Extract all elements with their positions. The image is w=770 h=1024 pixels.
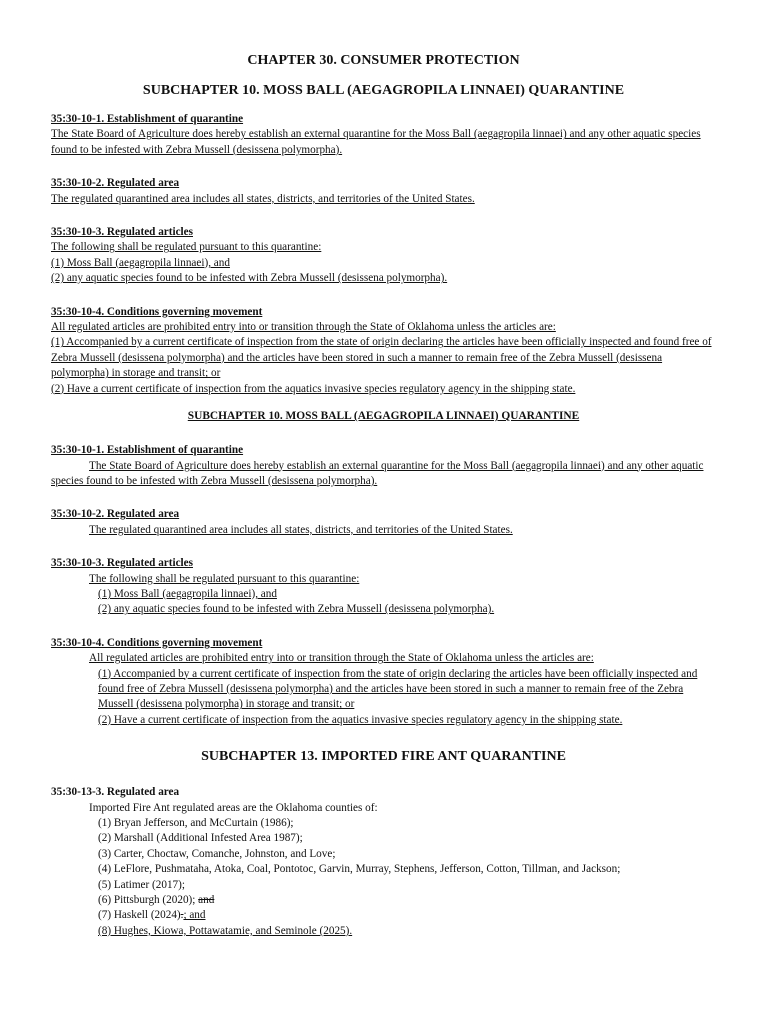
section-text: All regulated articles are prohibited entry into or transition through the State of Oklahoma unless the articles are:	[51, 321, 556, 334]
subchapter-13-title: SUBCHAPTER 13. IMPORTED FIRE ANT QUARANTINE	[201, 749, 566, 765]
section-13-3	[51, 785, 716, 939]
section-title: 35:30-10-3. Regulated articles	[51, 557, 193, 570]
section-text: All regulated articles are prohibited entry into or transition through the State of Oklahoma unless the articles are:	[89, 652, 594, 665]
section-10-2-formatted	[51, 507, 716, 538]
list-item: (5) Latimer (2017);	[98, 878, 185, 891]
chapter-title: CHAPTER 30. CONSUMER PROTECTION	[247, 53, 520, 68]
section-10-4-new	[51, 305, 716, 397]
section-title: 35:30-10-1. Establishment of quarantine	[51, 113, 244, 125]
section-title: 35:30-10-4. Conditions governing movement	[51, 636, 263, 649]
list-item: (4) LeFlore, Pushmataha, Atoka, Coal, Pontotoc, Garvin, Murray, Stephens, Jefferson, Cotton, Tillman, and Jackson;	[98, 863, 621, 876]
inserted-text: ; and	[183, 909, 206, 922]
section-title: 35:30-10-1. Establishment of quarantine	[51, 444, 244, 457]
section-10-1-new	[51, 112, 716, 158]
section-title: 35:30-10-2. Regulated area	[51, 508, 180, 521]
section-text: The regulated quarantined area includes all states, districts, and territories of the United States.	[51, 192, 475, 205]
section-text: The regulated quarantined area includes all states, districts, and territories of the United States.	[89, 523, 513, 536]
struck-text: and	[198, 894, 215, 907]
section-10-4-formatted	[51, 636, 716, 728]
section-title: 35:30-10-4. Conditions governing movement	[51, 305, 263, 318]
list-item: (2) any aquatic species found to be infested with Zebra Mussell (desissena polymorpha).	[98, 603, 495, 616]
list-item: (2) Marshall (Additional Infested Area 1987);	[98, 832, 303, 845]
section-10-3-formatted	[51, 556, 716, 618]
section-10-3-new	[51, 225, 716, 287]
section-text: The following shall be regulated pursuant to this quarantine:	[89, 572, 360, 585]
list-item	[51, 924, 716, 939]
section-text: Imported Fire Ant regulated areas are the Oklahoma counties of:	[89, 801, 378, 814]
list-item: (2) Have a current certificate of inspection from the aquatics invasive species regulatory agency in the shipping state.	[98, 713, 623, 726]
section-text: The following shall be regulated pursuant to this quarantine:	[51, 241, 322, 254]
list-item: (2) any aquatic species found to be infested with Zebra Mussell (desissena polymorpha).	[51, 272, 448, 285]
subchapter-10-title: SUBCHAPTER 10. MOSS BALL (AEGAGROPILA LINNAEI) QUARANTINE	[142, 83, 625, 98]
section-text: The State Board of Agriculture does hereby establish an external quarantine for the Moss Ball (aegagropila linnaei) and any other aquatic species found to be infested with Zebra Mussell (desissena polymorpha).	[51, 459, 704, 487]
list-item: (1) Accompanied by a current certificate of inspection from the state of origin declaring the articles have been officially inspected and found free of Zebra Mussell (desissena polymorpha) and the articles have been stored in such a manner to remain free of the Zebra Mussell (desissena polymorpha) in storage and transit; or	[98, 667, 698, 711]
list-item: (3) Carter, Choctaw, Comanche, Johnston, and Love;	[98, 847, 336, 860]
list-item: (2) Have a current certificate of inspection from the aquatics invasive species regulatory agency in the shipping state.	[51, 382, 576, 395]
struck-text: .	[180, 909, 184, 922]
section-title: 35:30-13-3. Regulated area	[51, 786, 180, 799]
inserted-text: (8) Hughes, Kiowa, Pottawatamie, and Seminole (2025).	[98, 924, 353, 937]
list-item: (1) Bryan Jefferson, and McCurtain (1986);	[98, 817, 294, 829]
section-10-2-new	[51, 176, 716, 207]
section-title: 35:30-10-2. Regulated area	[51, 177, 180, 190]
document-page	[51, 52, 716, 939]
list-item: (1) Moss Ball (aegagropila linnaei), and	[51, 256, 230, 269]
subchapter-10-title-formatted: SUBCHAPTER 10. MOSS BALL (AEGAGROPILA LINNAEI) QUARANTINE	[187, 410, 580, 423]
section-title: 35:30-10-3. Regulated articles	[51, 226, 193, 239]
section-text: The State Board of Agriculture does hereby establish an external quarantine for the Moss Ball (aegagropila linnaei) and any other aquatic species found to be infested with Zebra Mussell (desissena polymorpha).	[51, 128, 701, 156]
list-item: (1) Accompanied by a current certificate of inspection from the state of origin declaring the articles have been officially inspected and found free of Zebra Mussell (desissena polymorpha) and the articles have been stored in such a manner to remain free of the Zebra Mussell (desissena polymorpha) in storage and transit; or	[51, 336, 712, 380]
section-10-1-formatted	[51, 443, 716, 489]
list-item: (1) Moss Ball (aegagropila linnaei), and	[98, 587, 277, 600]
county-list	[51, 816, 716, 893]
list-item: (6) Pittsburgh (2020); and	[98, 894, 215, 907]
list-item: (7) Haskell (2024).; and	[98, 909, 206, 922]
